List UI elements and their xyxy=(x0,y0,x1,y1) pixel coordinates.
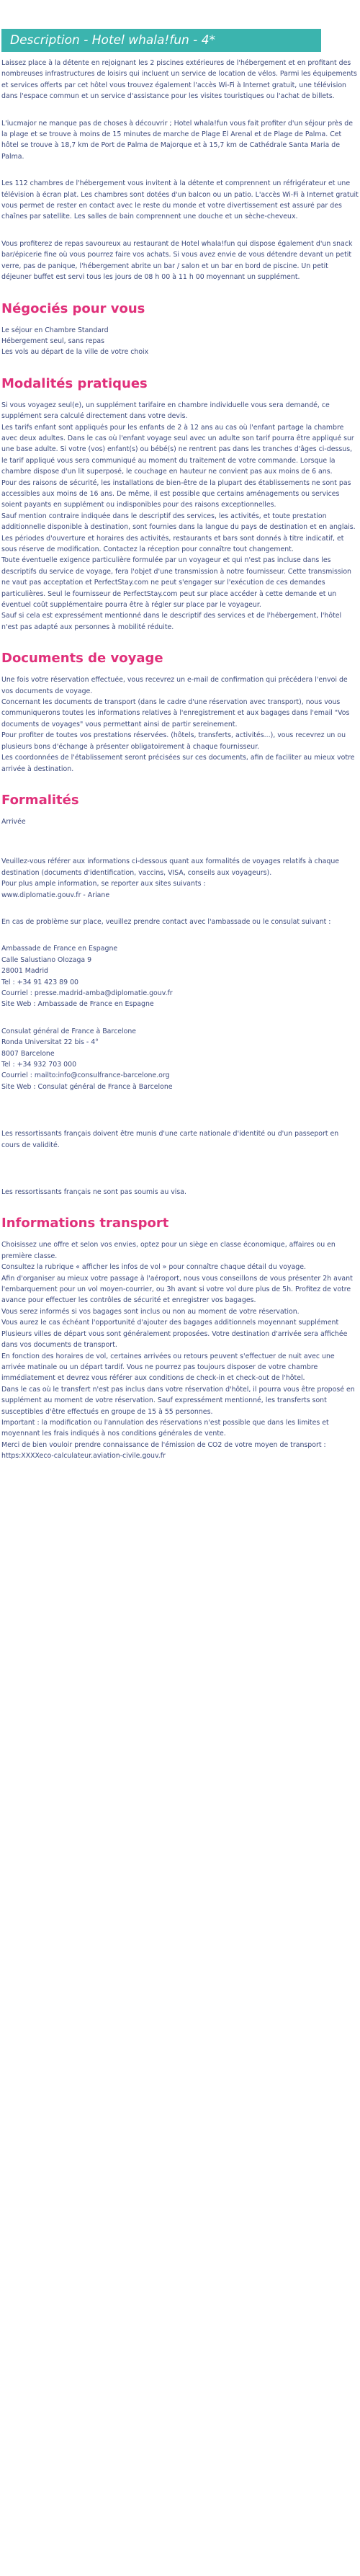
description-section xyxy=(1,58,359,283)
section-heading: Négociés pour vous xyxy=(1,300,145,316)
negocies-section xyxy=(1,300,359,358)
negocies-item: Les vols au départ de la ville de votre choix xyxy=(1,348,149,357)
documents-section xyxy=(1,650,359,775)
modalites-section xyxy=(1,375,359,633)
section-heading: Formalités xyxy=(1,792,79,808)
documents-text: Une fois votre réservation effectuée, vous recevrez un e-mail de confirmation qui précédera l'envoi de vos documents de voyage. Concernant les documents de transport (dans le cadre d'une réservation avec transport), nous vous communiquerons toutes les informations relatives à l'enregistrement et aux bagages dans l'email "Vos documents de voyages" vous permettant ainsi de partir sereinement. Pour profiter de toutes vos prestations réservées. (hôtels, transferts, activités...), vous recevrez un ou plusieurs bons d'échange à présenter obligatoirement à chaque fournisseur. Les coordonnées de l'établissement seront précisées sur ces documents, afin de faciliter au mieux votre arrivée à destination. xyxy=(1,676,355,773)
ambassade-intro: En cas de problème sur place, veuillez prendre contact avec l'ambassade ou le consulat suivant : xyxy=(1,917,331,926)
description-paragraph: Les 112 chambres de l'hébergement vous invitent à la détente et comprennent un réfrigérateur et une télévision à écran plat. Les chambres sont dotées d'un balcon ou un patio. L'accès Wi-Fi à Internet gratuit vous permet de rester en contact avec le reste du monde et votre divertissement est assuré par des chaînes par satellite. Les salles de bain comprennent une douche et un sèche-cheveux. xyxy=(1,179,359,221)
ressortissants-text: Les ressortissants français doivent être munis d'une carte nationale d'identité ou d'un passeport en cours de validité. xyxy=(1,1130,339,1149)
modalites-text: Si vous voyagez seul(e), un supplément tarifaire en chambre individuelle vous sera demandé, ce supplément sera calculé directement dans votre devis. Les tarifs enfant sont appliqués pour les enfants de 2 à 12 ans au cas où l'enfant partage la chambre avec deux adultes. Dans le cas où l'enfant voyage seul avec un adulte son tarif pourra être appliqué sur une base adulte. Si votre (vos) enfant(s) ou bébé(s) ne rentrent pas dans les tranches d'âges ci-dessus, le tarif appliqué vous sera communiqué au moment du traitement de votre commande. Lorsque la chambre dispose d'un lit superposé, le couchage en hauteur ne convient pas aux moins de 6 ans. Pour des raisons de sécurité, les installations de bien-être de la plupart des établissements ne sont pas accessibles aux moins de 16 ans. De même, il est possible que certains aménagements ou services soient payants en supplément ou indisponibles pour des raisons exceptionnelles. Sauf mention contraire indiquée dans le descriptif des services, les activités, et toute prestation additionnelle disponible à destination, sont fournies dans la langue du pays de destination et en anglais. Les périodes d'ouverture et horaires des activités, restaurants et bars sont donnés à titre indicatif, et sous réserve de modification. Contactez la réception pour connaître tout changement. Toute éventuelle exigence particulière formulée par un voyageur et qui n'est pas incluse dans les descriptifs du service de voyage, fera l'objet d'une transmission à notre fournisseur. Cette transmission ne vaut pas acceptation et PerfectStay.com ne peut s'engager sur l'exécution de ces demandes particulières. Seul le fournisseur de PerfectStay.com peut sur place accéder à cette demande et un éventuel coût supplémentaire pourra être à régler sur place par le voyageur. Sauf si cela est expressément mentionné dans le descriptif des services et de l'hébergement, l'hôtel n'est pas adapté aux personnes à mobilité réduite. xyxy=(1,401,356,631)
transport-section xyxy=(1,1215,359,1461)
ambassade-address: Ambassade de France en Espagne Calle Salustiano Olozaga 9 28001 Madrid Tel : +34 91 423 89 00 Courriel : presse.madrid-amba@diplomatie.gouv.fr Site Web : Ambassade de France en Espagne xyxy=(1,945,173,1009)
arrivee-label: Arrivée xyxy=(1,817,26,826)
page xyxy=(0,29,360,1462)
description-paragraph: Laissez place à la détente en rejoignant les 2 piscines extérieures de l'hébergement et en profitant des nombreuses infrastructures de loisirs qui incluent un service de location de vélos. Parmi les équipements et services offerts par cet hôtel vous trouvez également l'accès Wi-Fi à Internet gratuit, une télévision dans l'espace commun et un service d'assistance pour les visites touristiques ou l'achat de billets. xyxy=(1,59,357,101)
section-heading: Modalités pratiques xyxy=(1,375,148,391)
description-paragraph: Vous profiterez de repas savoureux au restaurant de Hotel whala!fun qui dispose également d'un snack bar/épicerie fine où vous pourrez faire vos achats. Si vous avez envie de vous détendre devant un petit verre, pas de panique, l'hébergement abrite un bar / salon et un bar en bord de piscine. Un petit déjeuner buffet est servi tous les jours de 08 h 00 à 11 h 00 moyennant un supplément. xyxy=(1,239,353,282)
formalites-section xyxy=(1,792,359,1198)
page-title: Description - Hotel whala!fun - 4* xyxy=(1,29,321,52)
section-heading: Informations transport xyxy=(1,1216,169,1231)
consulat-address: Consulat général de France à Barcelone Ronda Universitat 22 bis - 4° 8007 Barcelone Tel : +34 932 703 000 Courriel : mailto:info@consulfrance-barcelone.org Site Web : Consulat général de France à Barcelone xyxy=(1,1027,173,1091)
negocies-item: Le séjour en Chambre Standard xyxy=(1,326,109,334)
formalites-info: Veuillez-vous référer aux informations ci-dessous quant aux formalités de voyages relatifs à chaque destination (documents d'identification, vaccins, VISA, conseils aux voyageurs). Pour plus ample information, se reporter aux sites suivants : www.diplomatie.gouv.fr - Ariane xyxy=(1,857,340,899)
ressortissants-text: Les ressortissants français ne sont pas soumis au visa. xyxy=(1,1188,187,1197)
section-heading: Documents de voyage xyxy=(1,651,163,667)
description-paragraph: L'iucmajor ne manque pas de choses à découvrir ; Hotel whala!fun vous fait profiter d'un séjour près de la plage et se trouve à moins de 15 minutes de marche de Plage El Arenal et de Plage de Palma. Cet hôtel se trouve à 18,7 km de Port de Palma de Majorque et à 15,7 km de Cathédrale Santa Maria de Palma. xyxy=(1,119,354,161)
transport-text: Choisissez une offre et selon vos envies, optez pour un siège en classe économique, affaires ou en première classe. Consultez la rubrique « afficher les infos de vol » pour connaître chaque détail du voyage. Afin d'organiser au mieux votre passage à l'aéroport, nous vous conseillons de vous présenter 2h avant l'embarquement pour un vol moyen-courrier, ou 3h avant si votre vol dure plus de 5h. Profitez de votre avance pour effectuer les contrôles de sécurité et enregistrer vos bagages. Vous serez informés si vos bagages sont inclus ou non au moment de votre réservation. Vous aurez le cas échéant l'opportunité d'ajouter des bagages additionnels moyennant supplément Plusieurs villes de départ vous sont généralement proposées. Votre destination d'arrivée sera affichée dans vos documents de transport. En fonction des horaires de vol, certaines arrivées ou retours peuvent s'effectuer de nuit avec une arrivée matinale ou un départ tardif. Vous ne pourrez pas toujours disposer de votre chambre immédiatement et devrez vous référer aux conditions de check-in et check-out de l'hôtel. Dans le cas où le transfert n'est pas inclus dans votre réservation d'hôtel, il pourra vous être proposé en supplément au moment de votre réservation. Sauf expressément mentionné, les transferts sont susceptibles d'être effectués en groupe de 15 à 55 personnes. Important : la modification ou l'annulation des réservations n'est possible que dans les limites et moyennant les frais indiqués à nos conditions générales de vente. Merci de bien vouloir prendre connaissance de l'émission de CO2 de votre moyen de transport : https:XXXXeco-calculateur.aviation-civile.gouv.fr xyxy=(1,1241,355,1461)
negocies-item: Hébergement seul, sans repas xyxy=(1,337,105,345)
